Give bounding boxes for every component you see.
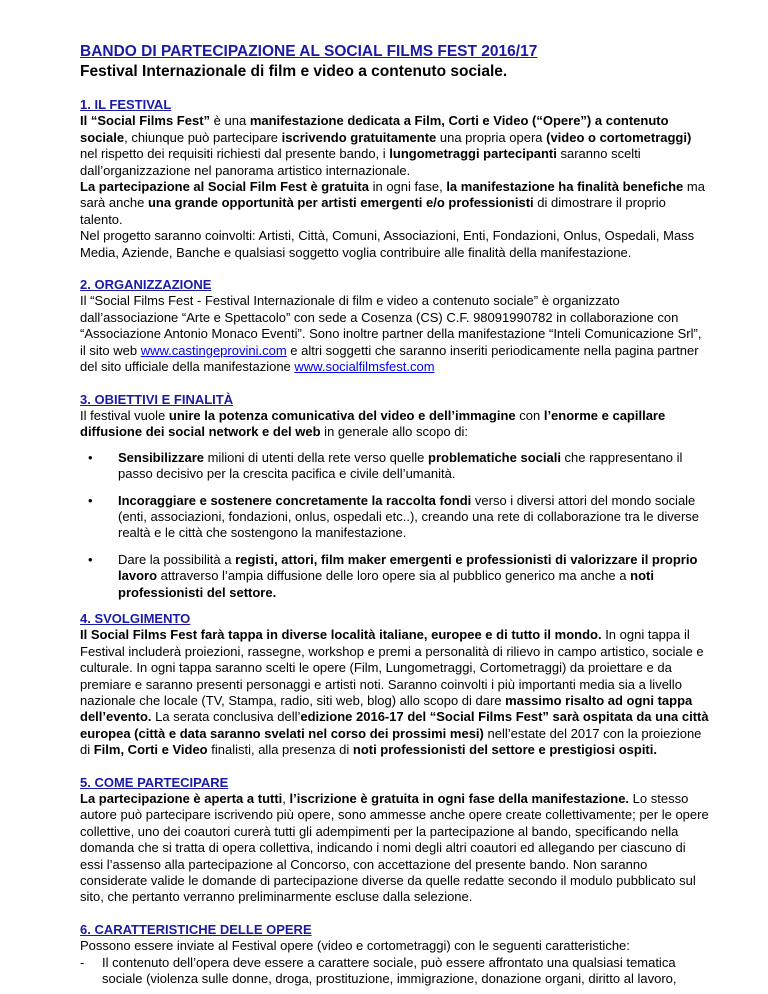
section-heading-organizzazione: 2. ORGANIZZAZIONE bbox=[80, 277, 212, 293]
come-partecipare-paragraph: La partecipazione è aperta a tutti, l’iscrizione è gratuita in ogni fase della manifestazione. Lo stesso autore può partecipare iscrivendo più opere, sono ammesse anche opere create collettivamente; per le opere collettive, uno dei coautori curerà tutti gli adempimenti per la partecipazione al bando, specificando nella domanda che si tratta di opera collettiva, indicando i nomi degli altri coautori ed allegando per ciascuno di essi l’assenso alla partecipazione al Concorso, con accettazione del presente bando. Non saranno considerate valide le domande di partecipazione diverse da quelle redatte secondo il modulo pubblicato sul sito, che pertanto verranno preliminarmente escluse dalla selezione. bbox=[80, 791, 709, 905]
castingeprovini-link[interactable]: www.castingeprovini.com bbox=[140, 342, 287, 358]
list-item: • Dare la possibilità a registi, attori, film maker emergenti e professionisti di valorizzare il proprio lavoro attraverso l’ampia diffusione delle loro opere sia al pubblico generico ma anche a noti professionisti del settore. bbox=[80, 552, 710, 601]
list-item: • Sensibilizzare milioni di utenti della rete verso quelle problematiche sociali che rappresentano il passo decisivo per la crescita pacifica e civile dell’umanità. bbox=[80, 450, 710, 483]
document-subtitle: Festival Internazionale di film e video a contenuto sociale. bbox=[80, 63, 508, 80]
section-heading-caratteristiche: 6. CARATTERISTICHE DELLE OPERE bbox=[80, 921, 312, 937]
festival-paragraph-2: La partecipazione al Social Film Fest è gratuita in ogni fase, la manifestazione ha finalità benefiche ma sarà anche una grande opportunità per artisti emergenti e/o professionisti di dimostrare il proprio talento. bbox=[80, 179, 705, 227]
obiettivi-list bbox=[80, 450, 710, 601]
obiettivi-intro: Il festival vuole unire la potenza comunicativa del video e dell’immagine con l’enorme e capillare diffusione dei social network e del web in generale allo scopo di: bbox=[80, 407, 666, 440]
socialfilmsfest-link[interactable]: www.socialfilmsfest.com bbox=[294, 359, 435, 375]
caratteristiche-intro: Possono essere inviate al Festival opere (video e cortometraggi) con le seguenti caratteristiche: bbox=[80, 938, 630, 954]
document-title: BANDO DI PARTECIPAZIONE AL SOCIAL FILMS FEST 2016/17 bbox=[80, 43, 538, 60]
section-heading-come-partecipare: 5. COME PARTECIPARE bbox=[80, 774, 229, 790]
section-heading-svolgimento: 4. SVOLGIMENTO bbox=[80, 610, 191, 626]
caratteristiche-item: - Il contenuto dell’opera deve essere a carattere sociale, può essere affrontato una qualsiasi tematica sociale (violenza sulle donne, droga, prostituzione, immigrazione, donazione organi, diritto al lavoro, bbox=[80, 955, 710, 988]
svolgimento-paragraph: Il Social Films Fest farà tappa in diverse località italiane, europee e di tutto il mondo. In ogni tappa il Festival includerà proiezioni, rassegne, workshop e premi a personalità di rilievo in campo artistico, sociale e culturale. In ogni tappa saranno scelti le opere (Film, Lungometraggi, Cortometraggi) da proiettare e da premiare e saranno presenti personaggi e artisti noti. Saranno coinvolti i più importanti media sia a livello nazionale che locale (TV, Stampa, radio, siti web, blog) allo scopo di dare massimo risalto ad ogni tappa dell’evento. La serata conclusiva dell’edizione 2016-17 del “Social Films Fest” sarà ospitata da una città europea (città e data saranno svelati nel corso dei prossimi mesi) nell’estate del 2017 con la proiezione di Film, Corti e Video finalisti, alla presenza di noti professionisti del settore e prestigiosi ospiti. bbox=[80, 627, 709, 758]
list-item: • Incoraggiare e sostenere concretamente la raccolta fondi verso i diversi attori del mondo sociale (enti, associazioni, fondazioni, onlus, ospedali etc..), creando una rete di collaborazione tra le diverse realtà e le città che sostengono la manifestazione. bbox=[80, 493, 710, 542]
organizzazione-paragraph: Il “Social Films Fest - Festival Internazionale di film e video a contenuto sociale” è organizzato dall’associazione “Arte e Spettacolo” con sede a Cosenza (CS) C.F. 98091990782 in collaborazione con “Associazione Antonio Monaco Eventi”. Sono inoltre partner della manifestazione “Inteli Comunicazione Srl”, il sito web www.castingeprovini.com e altri soggetti che saranno inseriti periodicamente nella pagina partner del sito ufficiale della manifestazione www.socialfilmsfest.com bbox=[80, 293, 702, 375]
festival-paragraph-1: Il “Social Films Fest” è una manifestazione dedicata a Film, Corti e Video (“Opere”) a contenuto sociale, chiunque può partecipare iscrivendo gratuitamente una propria opera (video o cortometraggi) nel rispetto dei requisiti richiesti dal presente bando, i lungometraggi partecipanti saranno scelti dall’organizzazione nel panorama artistico internazionale. bbox=[80, 113, 692, 178]
festival-paragraph-3: Nel progetto saranno coinvolti: Artisti, Città, Comuni, Associazioni, Enti, Fondazioni, Onlus, Ospedali, Mass Media, Aziende, Banche e qualsiasi soggetto voglia contribuire alle finalità della manifestazione. bbox=[80, 228, 695, 260]
section-heading-festival: 1. IL FESTIVAL bbox=[80, 97, 172, 112]
section-heading-obiettivi: 3. OBIETTIVI E FINALITÀ bbox=[80, 391, 234, 407]
